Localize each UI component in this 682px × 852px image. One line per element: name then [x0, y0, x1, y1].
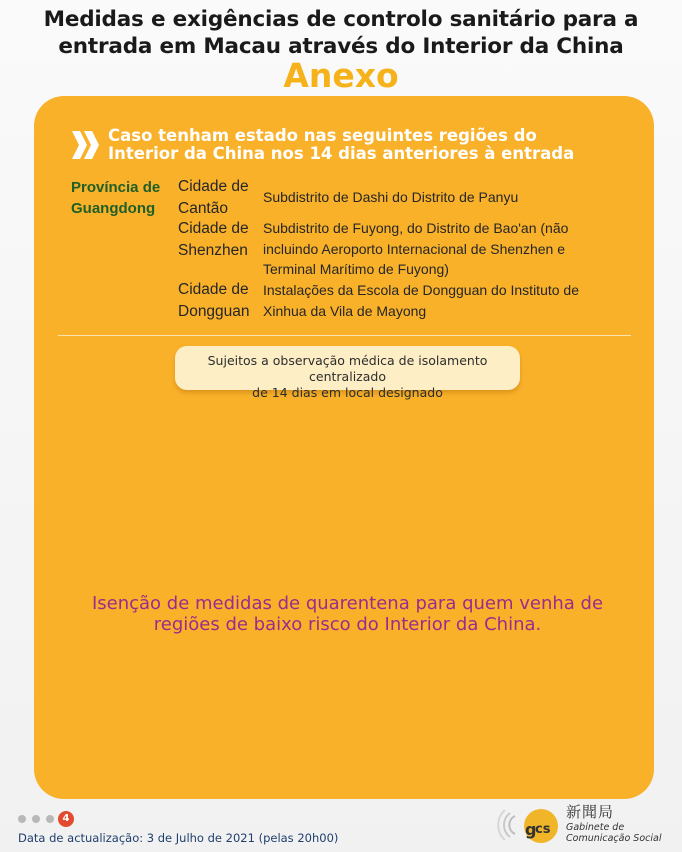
page-dot[interactable] [46, 815, 54, 823]
measure-badge-line: de 14 dias em local designado [252, 385, 443, 400]
province-label-line: Província de [71, 179, 161, 196]
city-label-line: Cidade de [178, 178, 249, 195]
area-description-cantao [263, 187, 633, 208]
exemption-note-line: regiões de baixo risco do Interior da China. [153, 614, 542, 635]
page-title-line: Medidas e exigências de controlo sanitário para a [43, 7, 639, 32]
city-label-dongguan [178, 279, 260, 323]
exemption-note [70, 593, 625, 635]
area-description-line: incluindo Aeroporto Internacional de Shenzhen e [263, 240, 565, 257]
area-description-line: Xinhua da Vila de Mayong [263, 302, 427, 319]
page-dot[interactable] [18, 815, 26, 823]
measure-badge-text [175, 353, 520, 401]
area-description-line: Subdistrito de Dashi do Distrito de Panyu [263, 189, 519, 205]
page-title-line: entrada em Macau através do Interior da China [58, 34, 624, 59]
logo-name-line: Gabinete de [566, 822, 625, 833]
logo-name-line: Comunicação Social [566, 833, 662, 844]
city-label-line: Shenzhen [178, 242, 248, 259]
page-dot[interactable] [32, 815, 40, 823]
city-label-shenzhen [178, 218, 260, 262]
svg-text:cs: cs [535, 822, 551, 837]
current-page-badge[interactable]: 4 [58, 811, 74, 827]
area-description-dongguan [263, 280, 633, 321]
city-label-line: Cidade de [178, 281, 249, 298]
area-description-line: Instalações da Escola de Dongguan do Instituto de [263, 282, 579, 298]
regions-heading-line: Interior da China nos 14 dias anteriores à entrada [108, 144, 575, 163]
page-title [0, 6, 682, 60]
exemption-note-line: Isenção de medidas de quarentena para quem venha de [91, 593, 604, 614]
svg-text:g: g [525, 820, 537, 839]
province-label-line: Guangdong [71, 200, 156, 217]
logo-chinese-name: 新聞局 [566, 803, 615, 821]
measure-badge-line: Sujeitos a observação médica de isolamento centralizado [207, 353, 488, 384]
annex-heading: Anexo [283, 56, 399, 95]
gcs-logo-icon [497, 802, 567, 848]
area-description-line: Subdistrito de Fuyong, do Distrito de Bao'an (não [263, 220, 569, 236]
city-label-line: Cantão [178, 200, 228, 217]
area-description-shenzhen [263, 218, 633, 280]
update-date: Data de actualização: 3 de Julho de 2021 (pelas 20h00) [18, 831, 339, 845]
regions-heading-line: Caso tenham estado nas seguintes regiões do [108, 126, 537, 145]
city-label-line: Cidade de [178, 220, 249, 237]
section-divider [58, 335, 631, 336]
city-label-cantao [178, 176, 260, 220]
province-label [71, 177, 176, 219]
logo-portuguese-name [566, 822, 661, 844]
city-label-line: Dongguan [178, 303, 250, 320]
regions-heading [70, 127, 668, 163]
area-description-line: Terminal Marítimo de Fuyong) [263, 261, 449, 277]
